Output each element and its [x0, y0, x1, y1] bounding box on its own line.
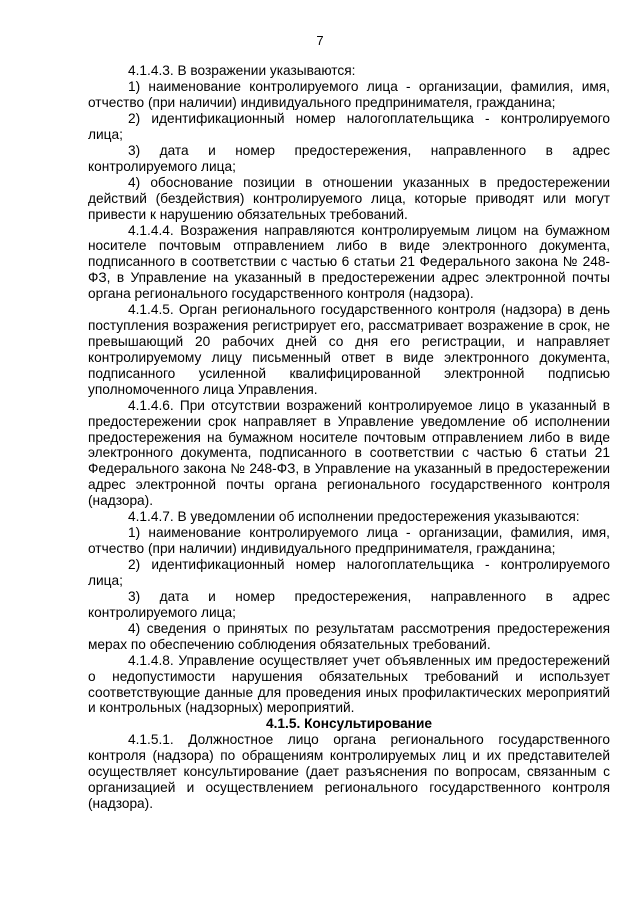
paragraph-4-1-4-6: 4.1.4.6. При отсутствии возражений контролируемое лицо в указанный в предостережении срок направляет в Управление уведомление об исполнении предостережения на бумажном носителе почтовым отправлением либо в виде электронного документа, подписанного в соответствии с частью 6 статьи 21 Федерального закона № 248-ФЗ, в Управление на указанный в предостережении адрес электронной почты органа регионального государственного контроля (надзора). — [88, 397, 610, 509]
paragraph-4-1-5-1: 4.1.5.1. Должностное лицо органа регионального государственного контроля (надзора) по обращениям контролируемых лиц и их представителей осуществляет консультирование (дает разъяснения по вопросам, связанным с организацией и осуществлением регионального государственного контроля (надзора). — [88, 732, 610, 811]
paragraph-item-1: 1) наименование контролируемого лица - организации, фамилия, имя, отчество (при наличии) индивидуального предпринимателя, гражданина; — [88, 525, 610, 557]
paragraph-item-2: 2) идентификационный номер налогоплательщика - контролируемого лица; — [88, 110, 610, 142]
paragraph-4-1-4-3: 4.1.4.3. В возражении указываются: — [128, 63, 356, 78]
document-body — [88, 63, 610, 812]
paragraph-4-1-4-7: 4.1.4.7. В уведомлении об исполнении предостережения указываются: — [128, 509, 580, 525]
paragraph-item-4: 4) сведения о принятых по результатам рассмотрения предостережения мерах по обеспечению соблюдения обязательных требований. — [88, 620, 610, 652]
paragraph-item-3: 3) дата и номер предостережения, направленного в адрес контролируемого лица; — [88, 142, 610, 174]
paragraph-item-1: 1) наименование контролируемого лица - организации, фамилия, имя, отчество (при наличии) индивидуального предпринимателя, гражданина; — [88, 79, 610, 110]
paragraph-4-1-4-8: 4.1.4.8. Управление осуществляет учет объявленных им предостережений о недопустимости нарушения обязательных требований и использует соответствующие данные для проведения иных профилактических мероприятий и контрольных (надзорных) мероприятий. — [88, 652, 610, 716]
paragraph-item-3: 3) дата и номер предостережения, направленного в адрес контролируемого лица; — [88, 588, 610, 620]
page-number: 7 — [316, 33, 324, 48]
paragraph-4-1-4-5: 4.1.4.5. Орган регионального государственного контроля (надзора) в день поступления возражения регистрирует его, рассматривает возражение в срок, не превышающий 20 рабочих дней со дня его регистрации, и направляет контролируемому лицу письменный ответ в виде электронного документа, подписанного усиленной квалифицированной электронной подписью уполномоченного лица Управления. — [88, 302, 610, 397]
paragraph-item-2: 2) идентификационный номер налогоплательщика - контролируемого лица; — [88, 557, 610, 588]
section-heading: 4.1.5. Консультирование — [266, 716, 432, 732]
paragraph-4-1-4-4: 4.1.4.4. Возражения направляются контролируемым лицом на бумажном носителе почтовым отправлением либо в виде электронного документа, подписанного в соответствии с частью 6 статьи 21 Федерального закона № 248-ФЗ, в Управление на указанный в предостережении адрес электронной почты органа регионального государственного контроля (надзора). — [88, 222, 610, 302]
paragraph-item-4: 4) обоснование позиции в отношении указанных в предостережении действий (бездействия) контролируемого лица, которые приводят или могут привести к нарушению обязательных требований. — [88, 174, 610, 222]
